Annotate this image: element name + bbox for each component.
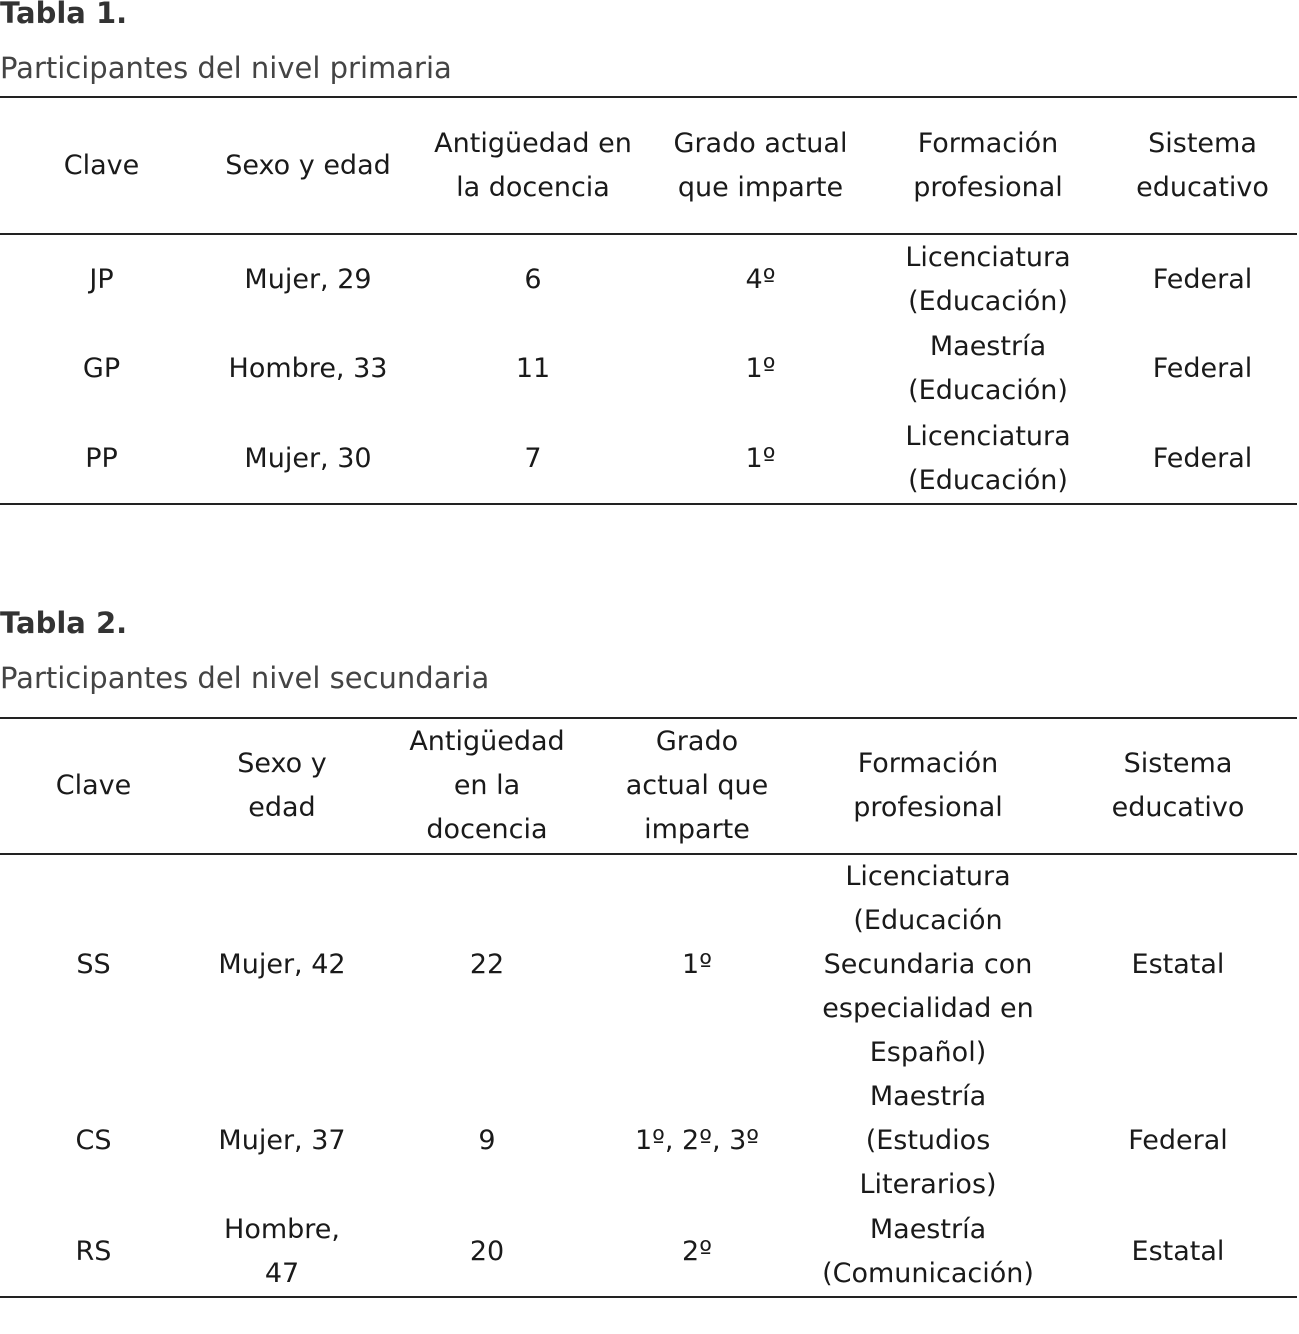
table-cell: 1º, 2º, 3º <box>634 1125 760 1156</box>
table-cell: 1º <box>745 353 776 384</box>
table-row <box>0 854 1297 1075</box>
table1-caption: Participantes del nivel primaria <box>0 51 452 85</box>
table-cell: 22 <box>469 949 505 980</box>
table-row <box>0 234 1297 324</box>
table2 <box>0 717 1297 1298</box>
table2-header-cell: Clave <box>0 718 187 854</box>
table1-header-cell: Clave <box>0 97 203 234</box>
table-cell: RS <box>0 1207 187 1297</box>
table-cell: Mujer, 42 <box>218 949 346 980</box>
table-cell: Mujer, 29 <box>244 263 372 295</box>
table-cell: PP <box>0 414 203 504</box>
table-cell: Licenciatura (Educación Secundaria con especialidad en Español) <box>822 861 1034 1068</box>
table-cell: Federal <box>1152 263 1253 295</box>
table-cell: 20 <box>377 1207 597 1297</box>
table-cell: 1º <box>682 949 712 980</box>
table-row <box>0 324 1297 414</box>
table-cell: Estatal <box>1059 1207 1297 1297</box>
table2-header-row <box>0 718 1297 854</box>
table1-header-cell: Antigüedad en la docencia <box>413 97 653 234</box>
table-cell: Licenciatura (Educación) <box>905 241 1071 317</box>
table1-header-cell: Sexo y edad <box>203 97 413 234</box>
table-cell: Mujer, 30 <box>203 414 413 504</box>
table1-label: Tabla 1. <box>0 0 128 30</box>
table-cell: 1º <box>653 414 868 504</box>
table2-header-cell: Antigüedad en la docencia <box>377 718 597 854</box>
table-cell: 9 <box>478 1125 496 1156</box>
table-cell: SS <box>76 949 111 980</box>
table-cell: Federal <box>1128 1125 1228 1156</box>
table2-caption: Participantes del nivel secundaria <box>0 661 490 695</box>
table-cell: 7 <box>413 414 653 504</box>
table1-header-cell: Grado actual que imparte <box>653 97 868 234</box>
table-cell: Maestría (Comunicación) <box>797 1207 1059 1297</box>
table-cell: CS <box>75 1125 112 1156</box>
table-cell: Hombre, 47 <box>187 1207 377 1297</box>
table-cell: Estatal <box>1131 949 1225 980</box>
table-cell: Maestría (Estudios Literarios) <box>859 1081 997 1200</box>
table2-header-cell: Sistema educativo <box>1059 718 1297 854</box>
table2-header-cell: Grado actual que imparte <box>597 718 797 854</box>
table2-header-cell: Sexo y edad <box>187 718 377 854</box>
table-cell: Federal <box>1108 414 1297 504</box>
table-cell: 11 <box>515 353 551 384</box>
table-cell: Licenciatura (Educación) <box>868 414 1108 504</box>
table-cell: Maestría (Educación) <box>908 331 1068 406</box>
table-cell: Hombre, 33 <box>228 353 388 384</box>
table1-header-cell: Formación profesional <box>868 97 1108 234</box>
table-cell: 4º <box>745 263 776 295</box>
table-row <box>0 1075 1297 1207</box>
table-cell: 6 <box>524 263 542 295</box>
table1-header-row <box>0 97 1297 234</box>
table-cell: JP <box>89 263 114 295</box>
table-row <box>0 414 1297 504</box>
table2-label: Tabla 2. <box>0 606 128 640</box>
table-cell: 2º <box>597 1207 797 1297</box>
table-row <box>0 1207 1297 1297</box>
table-cell: Federal <box>1152 353 1253 384</box>
table1-header-cell: Sistema educativo <box>1108 97 1297 234</box>
table-cell: GP <box>82 353 121 384</box>
table-cell: Mujer, 37 <box>218 1125 346 1156</box>
table2-header-cell: Formación profesional <box>797 718 1059 854</box>
table1 <box>0 96 1297 505</box>
